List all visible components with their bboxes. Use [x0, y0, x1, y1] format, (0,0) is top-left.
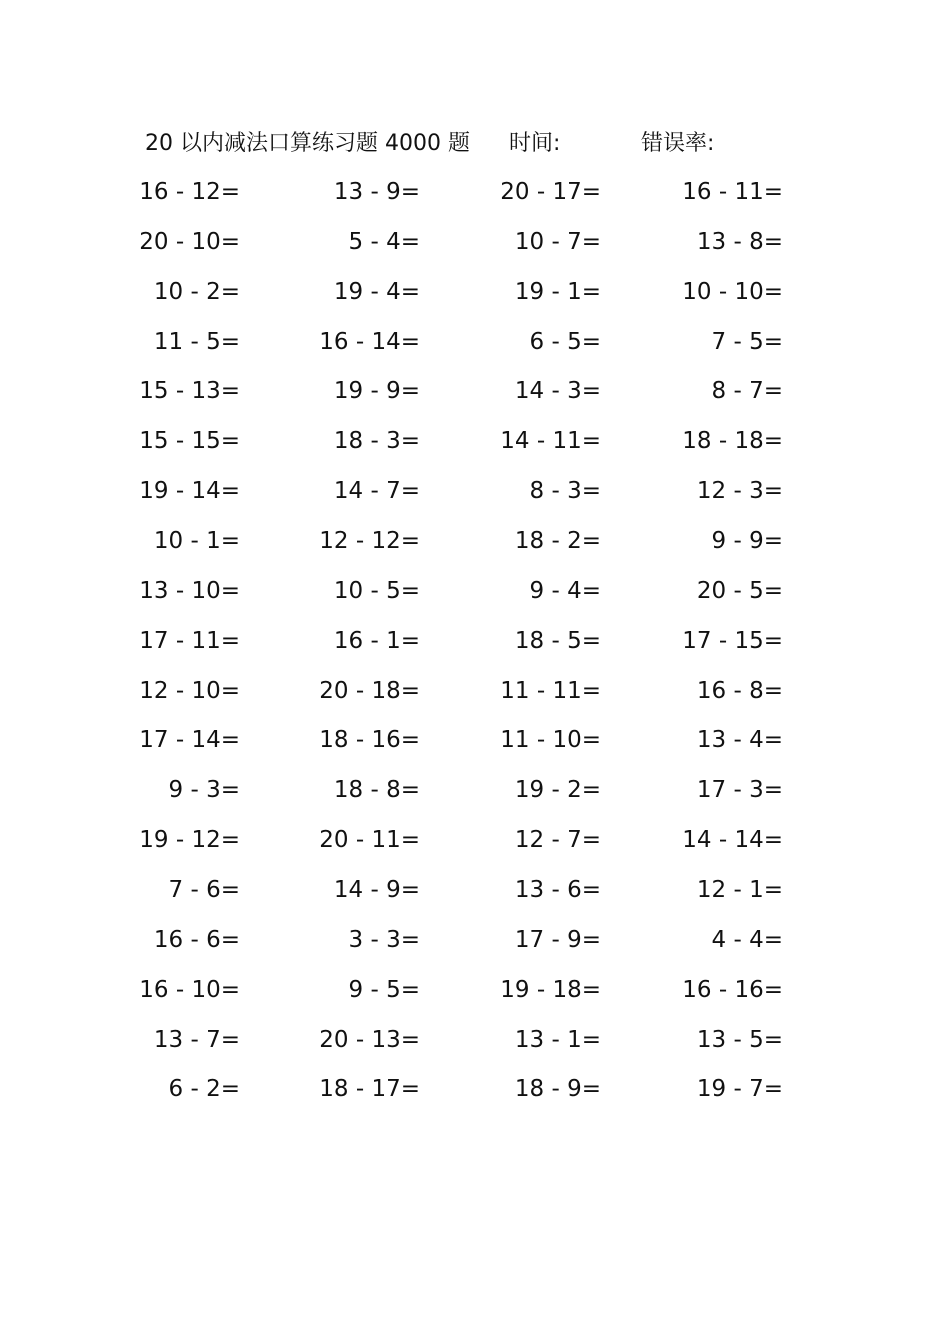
subtraction-problem: 20 - 13=: [319, 1026, 420, 1053]
worksheet-title: 20 以内减法口算练习题 4000 题: [145, 131, 470, 156]
subtraction-problem: 10 - 2=: [153, 278, 240, 305]
subtraction-problem: 16 - 11=: [682, 179, 783, 205]
subtraction-problem: 18 - 8=: [333, 777, 420, 804]
subtraction-problem: 18 - 2=: [514, 528, 601, 554]
subtraction-problem: 16 - 6=: [153, 926, 240, 953]
subtraction-problem: 18 - 5=: [514, 627, 601, 654]
subtraction-problem: 12 - 3=: [696, 478, 783, 505]
subtraction-problem: 19 - 12=: [139, 827, 240, 854]
subtraction-problem: 12 - 1=: [696, 876, 783, 903]
subtraction-problem: 14 - 9=: [333, 876, 420, 903]
subtraction-problem: 19 - 1=: [514, 278, 601, 305]
subtraction-problem: 16 - 10=: [139, 976, 240, 1003]
subtraction-problem: 16 - 1=: [333, 627, 420, 654]
subtraction-problem: 11 - 11=: [500, 677, 601, 704]
subtraction-problem: 9 - 3=: [168, 777, 240, 804]
subtraction-problem: 6 - 5=: [529, 328, 601, 355]
subtraction-problem: 17 - 9=: [514, 926, 601, 953]
subtraction-problem: 9 - 9=: [711, 528, 783, 554]
subtraction-problem: 5 - 4=: [348, 228, 420, 255]
subtraction-problem: 20 - 18=: [319, 677, 420, 704]
subtraction-problem: 17 - 15=: [682, 627, 783, 654]
subtraction-problem: 8 - 3=: [529, 478, 601, 505]
subtraction-problem: 18 - 3=: [333, 428, 420, 455]
subtraction-problem: 13 - 6=: [514, 876, 601, 903]
subtraction-problem: 19 - 18=: [500, 976, 601, 1003]
subtraction-problem: 7 - 6=: [168, 876, 240, 903]
subtraction-problem: 15 - 13=: [139, 378, 240, 405]
subtraction-problem: 13 - 5=: [696, 1026, 783, 1053]
subtraction-problem: 13 - 8=: [696, 228, 783, 255]
subtraction-problem: 13 - 10=: [139, 577, 240, 604]
subtraction-problem: 18 - 17=: [319, 1076, 420, 1103]
subtraction-problem: 13 - 7=: [153, 1026, 240, 1053]
subtraction-problem: 9 - 5=: [348, 976, 420, 1003]
subtraction-problem: 10 - 10=: [682, 278, 783, 305]
subtraction-problem: 12 - 12=: [319, 528, 420, 554]
subtraction-problem: 19 - 7=: [696, 1076, 783, 1103]
subtraction-problem: 18 - 18=: [682, 428, 783, 455]
subtraction-problem: 17 - 3=: [696, 777, 783, 804]
subtraction-problem: 15 - 15=: [139, 428, 240, 455]
subtraction-problem: 11 - 5=: [153, 328, 240, 355]
subtraction-problem: 13 - 4=: [696, 727, 783, 754]
subtraction-problem: 16 - 16=: [682, 976, 783, 1003]
subtraction-problem: 7 - 5=: [711, 328, 783, 355]
subtraction-problem: 13 - 1=: [514, 1026, 601, 1053]
subtraction-problem: 10 - 7=: [514, 228, 601, 255]
subtraction-problem: 9 - 4=: [529, 577, 601, 604]
subtraction-problem: 12 - 7=: [514, 827, 601, 854]
subtraction-problem: 10 - 5=: [333, 577, 420, 604]
subtraction-problem: 11 - 10=: [500, 727, 601, 754]
subtraction-problem: 8 - 7=: [711, 378, 783, 405]
subtraction-problem: 20 - 10=: [139, 228, 240, 255]
subtraction-problem: 19 - 9=: [333, 378, 420, 405]
subtraction-problem: 16 - 12=: [139, 179, 240, 205]
error-rate-label: 错误率:: [641, 131, 715, 156]
subtraction-problem: 20 - 11=: [319, 827, 420, 854]
subtraction-problem: 14 - 3=: [514, 378, 601, 405]
subtraction-problem: 3 - 3=: [348, 926, 420, 953]
subtraction-problem: 17 - 11=: [139, 627, 240, 654]
subtraction-problem: 19 - 4=: [333, 278, 420, 305]
subtraction-problem: 13 - 9=: [333, 179, 420, 205]
subtraction-problem: 19 - 2=: [514, 777, 601, 804]
subtraction-problem: 4 - 4=: [711, 926, 783, 953]
subtraction-problem: 18 - 9=: [514, 1076, 601, 1103]
subtraction-problem: 14 - 7=: [333, 478, 420, 505]
subtraction-problem: 14 - 11=: [500, 428, 601, 455]
subtraction-problem: 20 - 17=: [500, 179, 601, 205]
subtraction-problem: 6 - 2=: [168, 1076, 240, 1103]
subtraction-problem: 18 - 16=: [319, 727, 420, 754]
time-label: 时间:: [509, 131, 561, 156]
subtraction-problem: 12 - 10=: [139, 677, 240, 704]
subtraction-problem: 17 - 14=: [139, 727, 240, 754]
subtraction-problem: 10 - 1=: [153, 528, 240, 554]
subtraction-problem: 19 - 14=: [139, 478, 240, 505]
subtraction-problem: 16 - 14=: [319, 328, 420, 355]
subtraction-problem: 20 - 5=: [696, 577, 783, 604]
subtraction-problem: 14 - 14=: [682, 827, 783, 854]
subtraction-problem: 16 - 8=: [696, 677, 783, 704]
